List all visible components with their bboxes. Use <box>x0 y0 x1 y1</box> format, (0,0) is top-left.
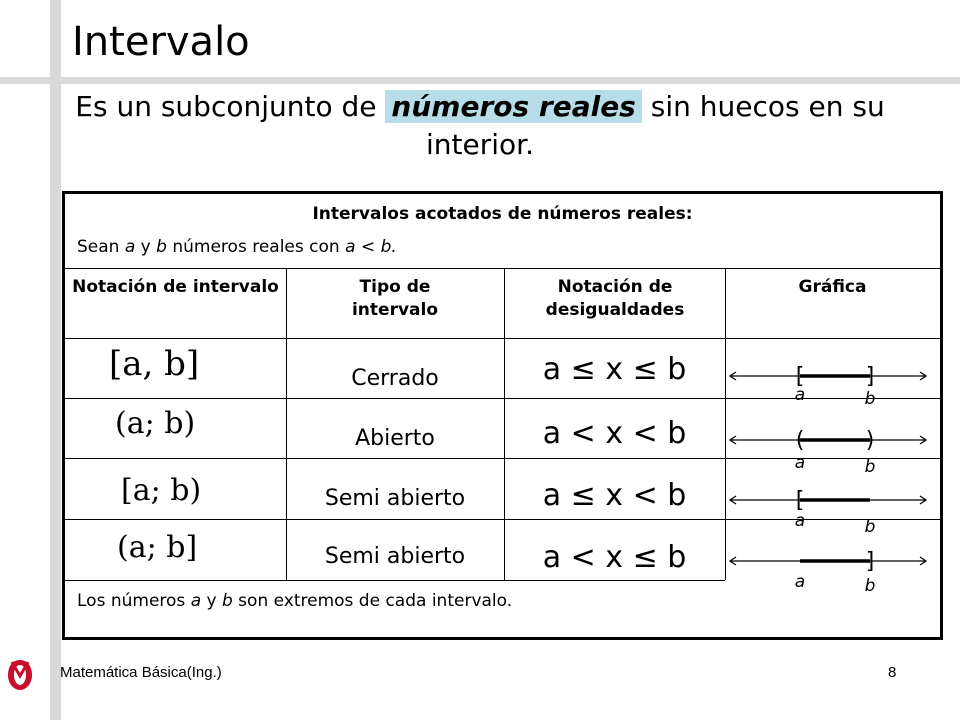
row-type: Abierto <box>355 426 435 451</box>
table-footnote <box>77 591 512 611</box>
right-endpoint-bracket: ] <box>865 364 875 389</box>
right-endpoint-bracket: ) <box>865 428 875 453</box>
premise-var-a: a <box>124 237 136 257</box>
title-underline <box>0 77 960 84</box>
label-b: b <box>864 576 876 596</box>
row-inequality: a ≤ x < b <box>542 478 687 513</box>
table-col-rule <box>286 268 287 580</box>
number-line-graph <box>728 541 930 601</box>
number-line-graph <box>728 356 930 416</box>
col-header-type: Tipo de intervalo <box>351 277 439 320</box>
premise-text: números reales con <box>166 237 346 257</box>
label-a: a <box>794 572 806 592</box>
row-type: Cerrado <box>351 366 439 391</box>
row-type: Semi abierto <box>324 486 466 511</box>
table-rule <box>65 268 940 269</box>
col-header-notation: Notación de intervalo <box>72 277 279 297</box>
label-a: a <box>794 511 806 531</box>
footnote-var-b: b <box>221 591 233 611</box>
col-header-graph: Gráfica <box>798 277 867 297</box>
slide-title: Intervalo <box>72 19 250 65</box>
premise-var-a: a <box>345 237 356 257</box>
left-endpoint-bracket: [ <box>795 488 805 513</box>
footnote-text: son extremos de cada intervalo. <box>232 591 513 611</box>
col-header-inequality: Notación de desigualdades <box>545 277 685 320</box>
premise-text: Sean <box>77 237 125 257</box>
footnote-text: y <box>201 591 222 611</box>
number-line-graph <box>728 420 930 480</box>
row-notation: (a; b] <box>117 530 198 565</box>
subtitle-highlight: números reales <box>385 90 641 123</box>
footnote-var-a: a <box>190 591 202 611</box>
footnote-text: Los números <box>77 591 191 611</box>
premise-var-b: b <box>156 237 167 257</box>
left-endpoint-bracket: ( <box>795 428 805 453</box>
label-a: a <box>794 453 806 473</box>
row-notation: [a, b] <box>109 344 200 384</box>
table-rule <box>65 338 940 339</box>
premise-var-b: b <box>380 237 392 257</box>
row-inequality: a < x < b <box>542 416 687 451</box>
row-type: Semi abierto <box>324 544 466 569</box>
row-inequality: a < x ≤ b <box>542 540 687 575</box>
premise-lt: < <box>355 237 381 257</box>
footer-page-number: 8 <box>888 664 897 681</box>
slide-subtitle <box>60 88 900 164</box>
label-b: b <box>864 389 876 409</box>
table-rule <box>65 580 725 581</box>
left-endpoint-bracket: [ <box>795 364 805 389</box>
table-premise <box>77 237 397 257</box>
label-b: b <box>864 517 876 537</box>
footer-course: Matemática Básica(Ing.) <box>60 664 222 681</box>
row-notation: [a; b) <box>121 473 202 508</box>
table-col-rule <box>725 268 726 580</box>
number-line-graph <box>728 480 930 540</box>
premise-text: y <box>135 237 157 257</box>
university-logo-icon <box>6 658 34 692</box>
label-b: b <box>864 457 876 477</box>
right-endpoint-bracket: ] <box>865 549 875 574</box>
subtitle-pre: Es un subconjunto de <box>75 90 386 123</box>
row-inequality: a ≤ x ≤ b <box>542 352 687 387</box>
premise-period: . <box>391 237 397 257</box>
subtitle-post: sin huecos en su interior. <box>426 90 885 161</box>
row-notation: (a; b) <box>115 406 196 441</box>
label-a: a <box>794 385 806 405</box>
intervals-table <box>62 191 943 640</box>
table-heading: Intervalos acotados de números reales: <box>312 204 693 224</box>
